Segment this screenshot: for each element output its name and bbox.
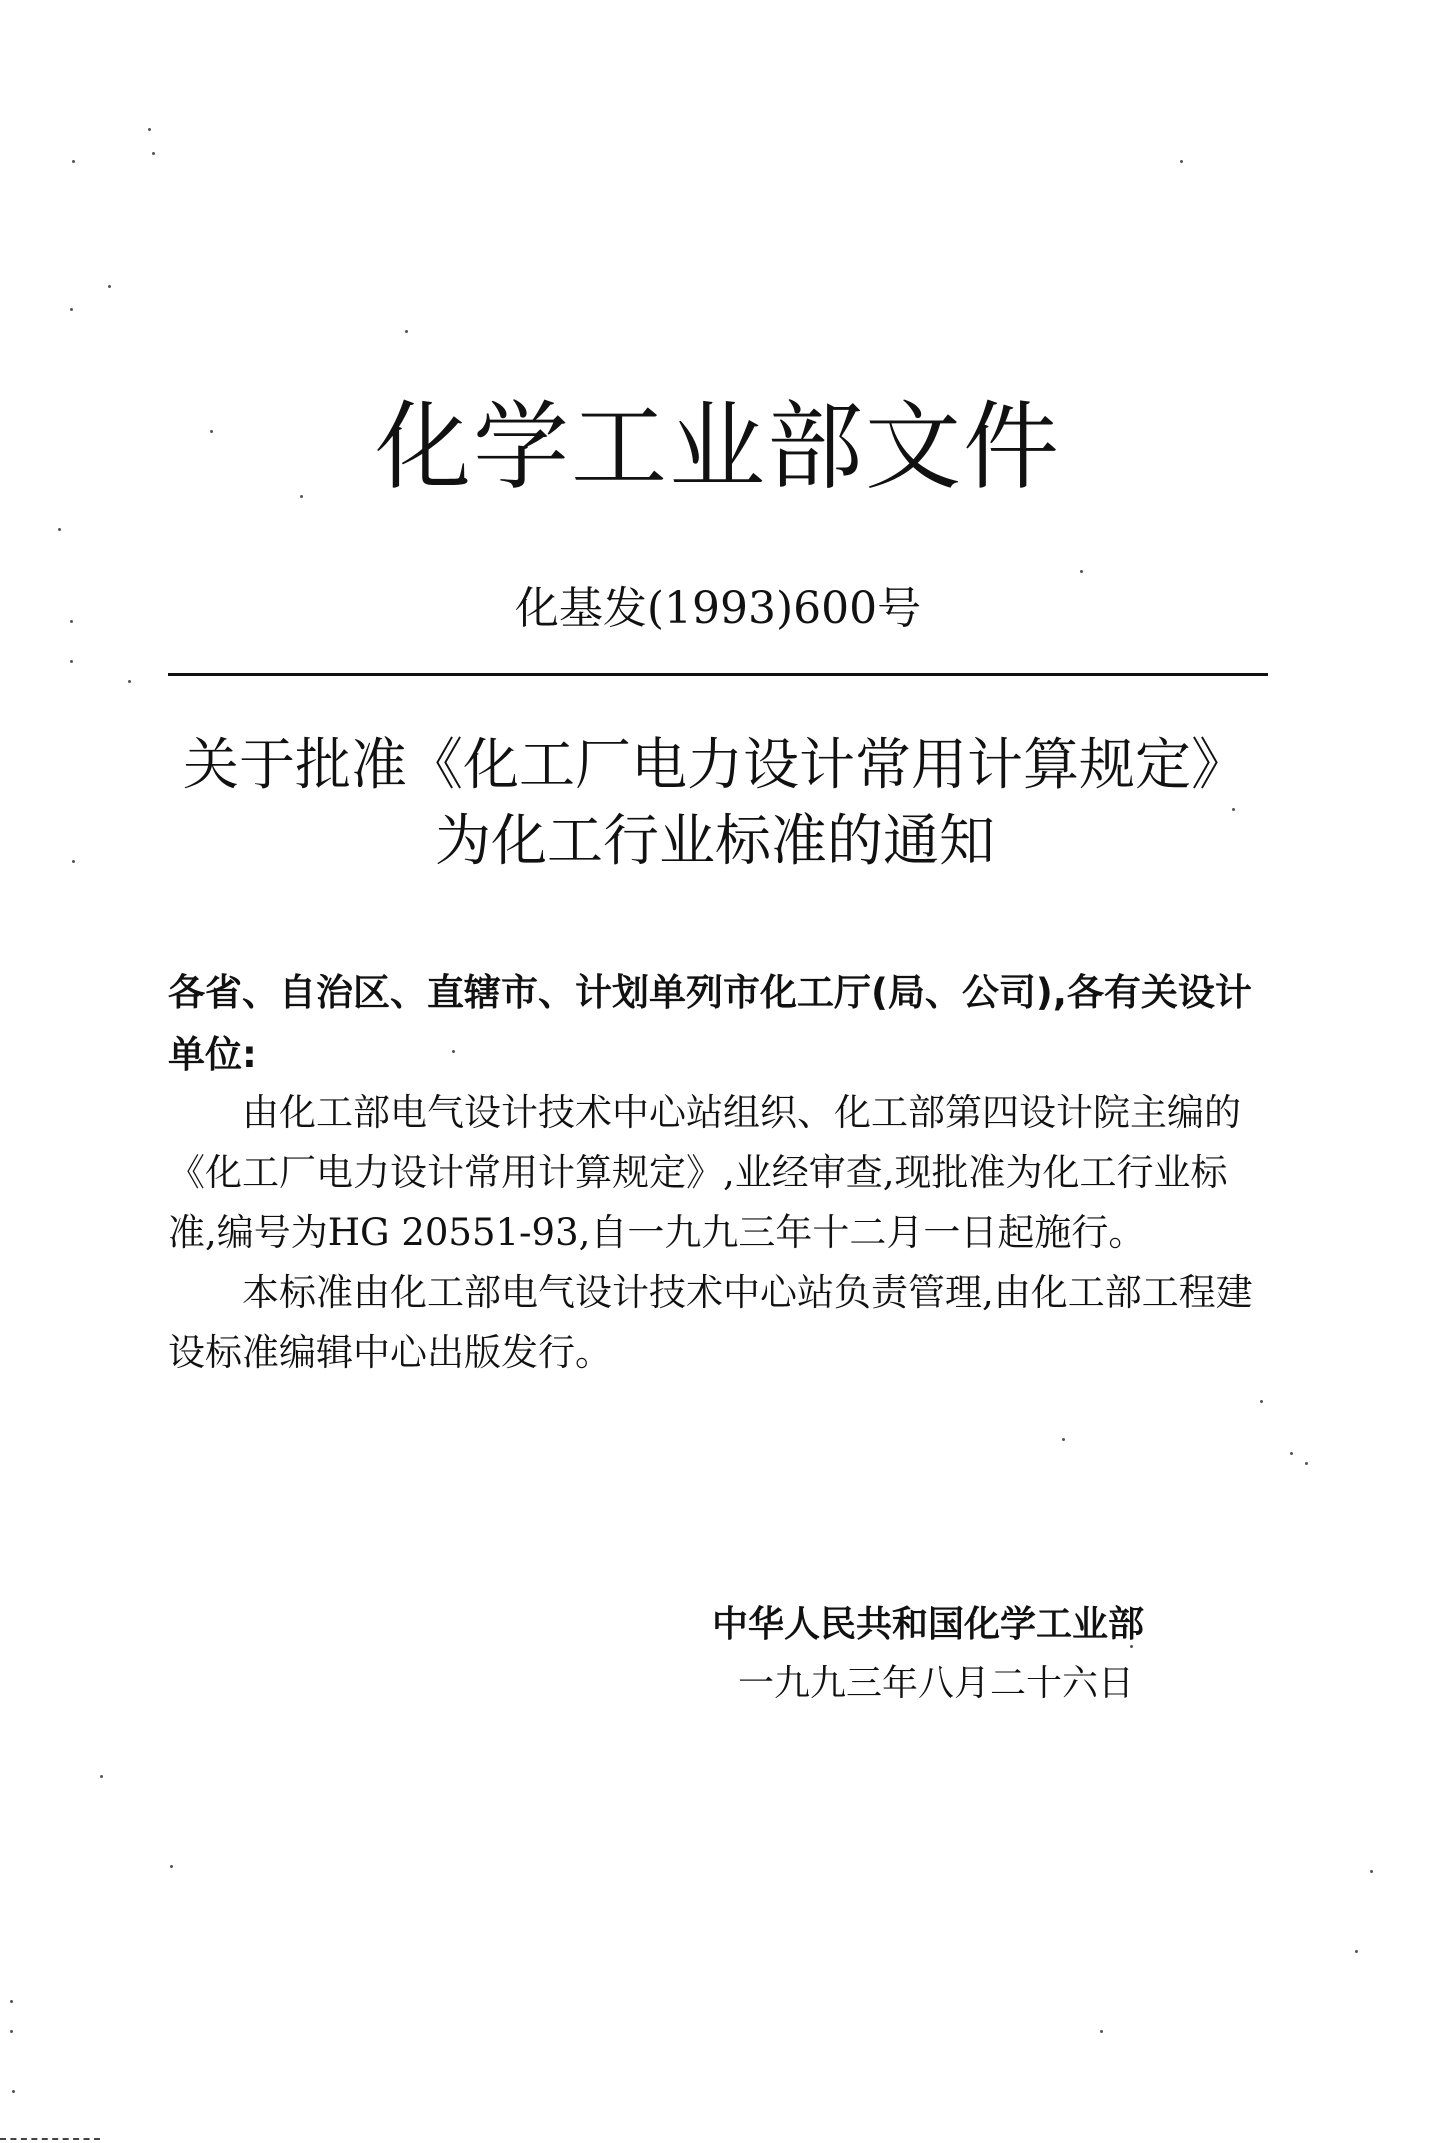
scan-speck (152, 152, 155, 155)
scan-speck (1355, 1950, 1358, 1953)
issuer-signature: 中华人民共和国化学工业部 (712, 1604, 1145, 1645)
scan-speck (1080, 570, 1083, 573)
scan-speck (1130, 1645, 1133, 1648)
scan-speck (1100, 2030, 1103, 2033)
scan-speck (100, 1775, 103, 1778)
scan-speck (12, 2090, 15, 2093)
scan-speck (148, 128, 151, 131)
scan-speck (128, 680, 131, 683)
notice-title-line-2: 为化工行业标准的通知 (435, 808, 995, 874)
header-divider (168, 673, 1268, 676)
document-header-title: 化学工业部文件 (375, 391, 1061, 503)
scan-edge-dash (0, 2138, 100, 2140)
scan-speck (70, 660, 73, 663)
scan-speck (300, 495, 303, 498)
notice-title-line-1: 关于批准《化工厂电力设计常用计算规定》 (183, 733, 1247, 798)
scan-speck (1290, 1452, 1293, 1455)
scan-speck (72, 160, 75, 163)
scan-speck (58, 528, 61, 531)
scan-speck (210, 430, 213, 433)
body-paragraph-1: 由化工部电气设计技术中心站组织、化工部第四设计院主编的《化工厂电力设计常用计算规定》,业经审查,现批准为化工行业标准,编号为HG 20551-93,自一九九三年十二月一日起施行。 (168, 1091, 1241, 1254)
scan-speck (10, 2030, 13, 2033)
scan-speck (1232, 808, 1235, 811)
scan-speck (70, 620, 73, 623)
scan-speck (405, 330, 408, 333)
scan-speck (1180, 160, 1183, 163)
recipients: 各省、自治区、直辖市、计划单列市化工厅(局、公司),各有关设计单位: (168, 971, 1252, 1076)
scan-speck (1305, 1462, 1308, 1465)
body-text (168, 1083, 1268, 1383)
scan-speck (70, 308, 73, 311)
scan-speck (452, 1050, 455, 1053)
scan-speck (10, 2000, 13, 2003)
notice-title (150, 728, 1280, 879)
body-paragraph-2: 本标准由化工部电气设计技术中心站负责管理,由化工部工程建设标准编辑中心出版发行。 (168, 1271, 1253, 1374)
scan-speck (170, 1865, 173, 1868)
scan-speck (108, 285, 111, 288)
scan-speck (72, 860, 75, 863)
issue-date: 一九九三年八月二十六日 (738, 1663, 1135, 1704)
document-number: 化基发(1993)600号 (514, 583, 922, 634)
scan-speck (1370, 1870, 1373, 1873)
scan-speck (1062, 1438, 1065, 1441)
scan-speck (1260, 1400, 1263, 1403)
